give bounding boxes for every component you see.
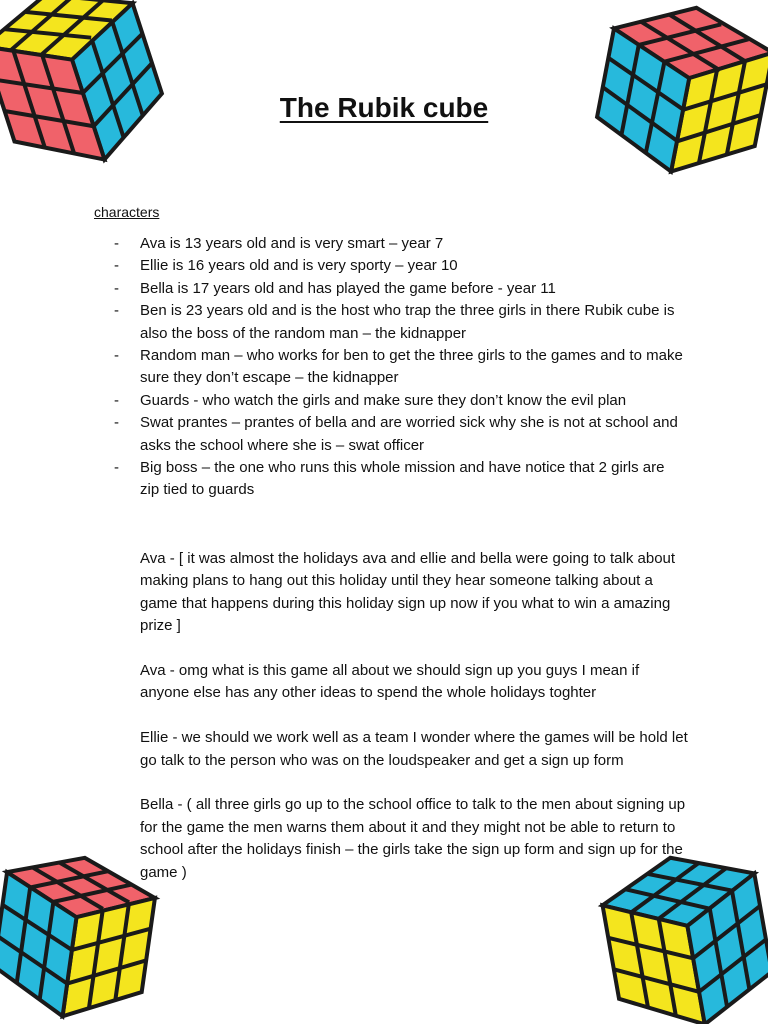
script-paragraph: Ava - omg what is this game all about we should sign up you guys I mean if anyone else has any other ideas to spend the whole holidays toghter bbox=[140, 662, 640, 702]
rubik-cube-icon bbox=[588, 0, 768, 178]
character-description: Random man – who works for ben to get the three girls to the games and to make sure they don’t escape – the kidnapper bbox=[140, 347, 683, 387]
character-description: Guards - who watch the girls and make sure they don’t know the evil plan bbox=[140, 391, 627, 409]
characters-heading: characters bbox=[94, 204, 160, 220]
script-body bbox=[140, 548, 690, 906]
list-item: - Guards - who watch the girls and make sure they don’t know the evil plan bbox=[114, 391, 627, 409]
character-description: Big boss – the one who runs this whole mission and have notice that 2 girls are zip tied to guards bbox=[140, 459, 665, 499]
page-title: The Rubik cube bbox=[279, 92, 489, 123]
list-item: - Ben is 23 years old and is the host who trap the three girls in there Rubik cube is also the boss of the random man – the kidnapper bbox=[114, 302, 675, 342]
character-description: Ellie is 16 years old and is very sporty – year 10 bbox=[140, 257, 458, 275]
script-paragraph: Bella - ( all three girls go up to the school office to talk to the men about signing up for the game the men warns them about it and they might not be able to return to school after the holidays finish – the girls take the sign up form and sign up for the game ) bbox=[140, 796, 686, 881]
characters-list bbox=[114, 233, 684, 502]
character-description: Swat prantes – prantes of bella and are worried sick why she is not at school and asks the school where she is – swat officer bbox=[140, 414, 678, 454]
character-description: Ava is 13 years old and is very smart – year 7 bbox=[140, 235, 444, 252]
character-description: Bella is 17 years old and has played the game before - year 11 bbox=[140, 279, 556, 297]
list-item: - Random man – who works for ben to get the three girls to the games and to make sure they don’t escape – the kidnapper bbox=[114, 347, 683, 387]
list-item: - Swat prantes – prantes of bella and are worried sick why she is not at school and asks the school where she is – swat officer bbox=[114, 414, 678, 454]
character-description: Ben is 23 years old and is the host who trap the three girls in there Rubik cube is also the boss of the random man – the kidnapper bbox=[140, 302, 675, 342]
script-paragraph: Ellie - we should we work well as a team I wonder where the games will be hold let go talk to the person who was on the loudspeaker and get a sign up form bbox=[140, 729, 688, 769]
list-item: - Big boss – the one who runs this whole mission and have notice that 2 girls are zip tied to guards bbox=[114, 459, 665, 499]
script-paragraph: Ava - [ it was almost the holidays ava and ellie and bella were going to talk about making plans to hang out this holiday until they hear someone talking about a game that happens during this holiday sign up now if you what to win a amazing prize ] bbox=[140, 550, 676, 635]
list-item: - Ellie is 16 years old and is very sporty – year 10 bbox=[114, 257, 458, 275]
list-item: - Bella is 17 years old and has played the game before - year 11 bbox=[114, 279, 556, 297]
list-item: - Ava is 13 years old and is very smart – year 7 bbox=[114, 235, 444, 252]
